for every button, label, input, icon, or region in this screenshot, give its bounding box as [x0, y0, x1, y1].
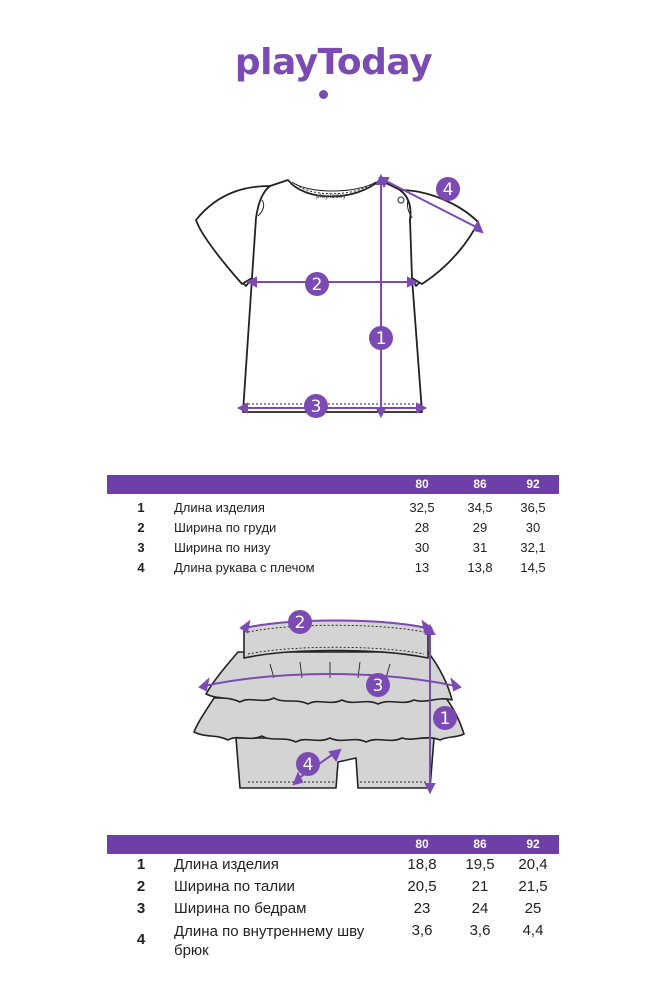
logo-dot: [319, 90, 328, 99]
size-86-header: 86: [473, 477, 487, 491]
size-80-header: 80: [415, 837, 429, 851]
svg-text:1: 1: [439, 709, 451, 729]
table-row: [107, 898, 559, 920]
row-number: 1: [136, 856, 146, 873]
table-row: [107, 920, 559, 960]
tshirt-marker-1: [369, 326, 393, 350]
tshirt-outline: [196, 180, 478, 412]
tshirt-marker-3: [304, 394, 328, 418]
value-92: 4,4: [522, 922, 544, 939]
value-92: 32,1: [520, 540, 546, 555]
value-80: 13: [414, 560, 430, 575]
shorts-marker-3: [366, 673, 390, 697]
value-92: 36,5: [520, 500, 546, 515]
svg-text:2: 2: [294, 613, 306, 633]
value-80: 3,6: [411, 922, 433, 939]
value-92: 21,5: [518, 878, 548, 895]
value-92: 20,4: [518, 856, 548, 873]
shorts-marker-4: [296, 752, 320, 776]
value-86: 3,6: [469, 922, 491, 939]
row-label: Ширина по низу: [174, 540, 271, 555]
value-80: 23: [413, 900, 431, 917]
size-80-header: 80: [415, 477, 429, 491]
value-86: 13,8: [467, 560, 493, 575]
row-label: Длина по внутреннему шву брюк: [174, 923, 365, 959]
value-86: 19,5: [465, 856, 495, 873]
value-92: 30: [525, 520, 541, 535]
table-row: [107, 854, 559, 876]
svg-text:3: 3: [310, 397, 322, 417]
svg-text:3: 3: [372, 676, 384, 696]
shorts-drawing: [0, 600, 667, 800]
shorts-size-table: [107, 835, 559, 960]
tshirt-marker-4: [436, 177, 460, 201]
tshirt-marker-2: [305, 272, 329, 296]
svg-text:4: 4: [302, 755, 314, 775]
table-row: [107, 498, 559, 518]
row-number: 4: [137, 560, 145, 575]
shorts-marker-2: [288, 610, 312, 634]
value-92: 14,5: [520, 560, 546, 575]
value-80: 28: [414, 520, 430, 535]
value-86: 21: [471, 878, 489, 895]
value-80: 20,5: [407, 878, 437, 895]
shorts-table-header: [107, 835, 559, 854]
value-86: 31: [472, 540, 488, 555]
row-label: Длина рукава с плечом: [174, 560, 315, 575]
row-number: 2: [136, 878, 146, 895]
tshirt-drawing: [0, 160, 667, 425]
table-row: [107, 558, 559, 578]
value-92: 25: [524, 900, 542, 917]
row-number: 1: [137, 500, 145, 515]
row-label: Ширина по бедрам: [174, 900, 307, 917]
row-label: Ширина по груди: [174, 520, 277, 535]
table-row: [107, 538, 559, 558]
value-80: 32,5: [409, 500, 435, 515]
svg-text:2: 2: [311, 275, 323, 295]
row-number: 4: [136, 931, 146, 948]
size-92-header: 92: [526, 477, 540, 491]
row-label: Длина изделия: [174, 856, 279, 873]
value-86: 24: [471, 900, 489, 917]
size-86-header: 86: [473, 837, 487, 851]
shorts-outline: [194, 621, 464, 789]
row-label: Ширина по талии: [174, 878, 295, 895]
row-label: Длина изделия: [174, 500, 265, 515]
row-number: 3: [137, 540, 145, 555]
tshirt-size-table: [107, 475, 559, 578]
value-86: 34,5: [467, 500, 493, 515]
svg-text:4: 4: [442, 180, 454, 200]
value-80: 30: [414, 540, 430, 555]
value-80: 18,8: [407, 856, 437, 873]
table-row: [107, 876, 559, 898]
size-92-header: 92: [526, 837, 540, 851]
value-86: 29: [472, 520, 488, 535]
table-row: [107, 518, 559, 538]
shorts-marker-1: [433, 706, 457, 730]
tshirt-table-header: [107, 475, 559, 494]
row-number: 3: [136, 900, 146, 917]
tshirt-print-label: playToday: [316, 193, 347, 200]
row-number: 2: [137, 520, 145, 535]
svg-text:1: 1: [375, 329, 387, 349]
brand-logo: playToday: [234, 42, 433, 83]
